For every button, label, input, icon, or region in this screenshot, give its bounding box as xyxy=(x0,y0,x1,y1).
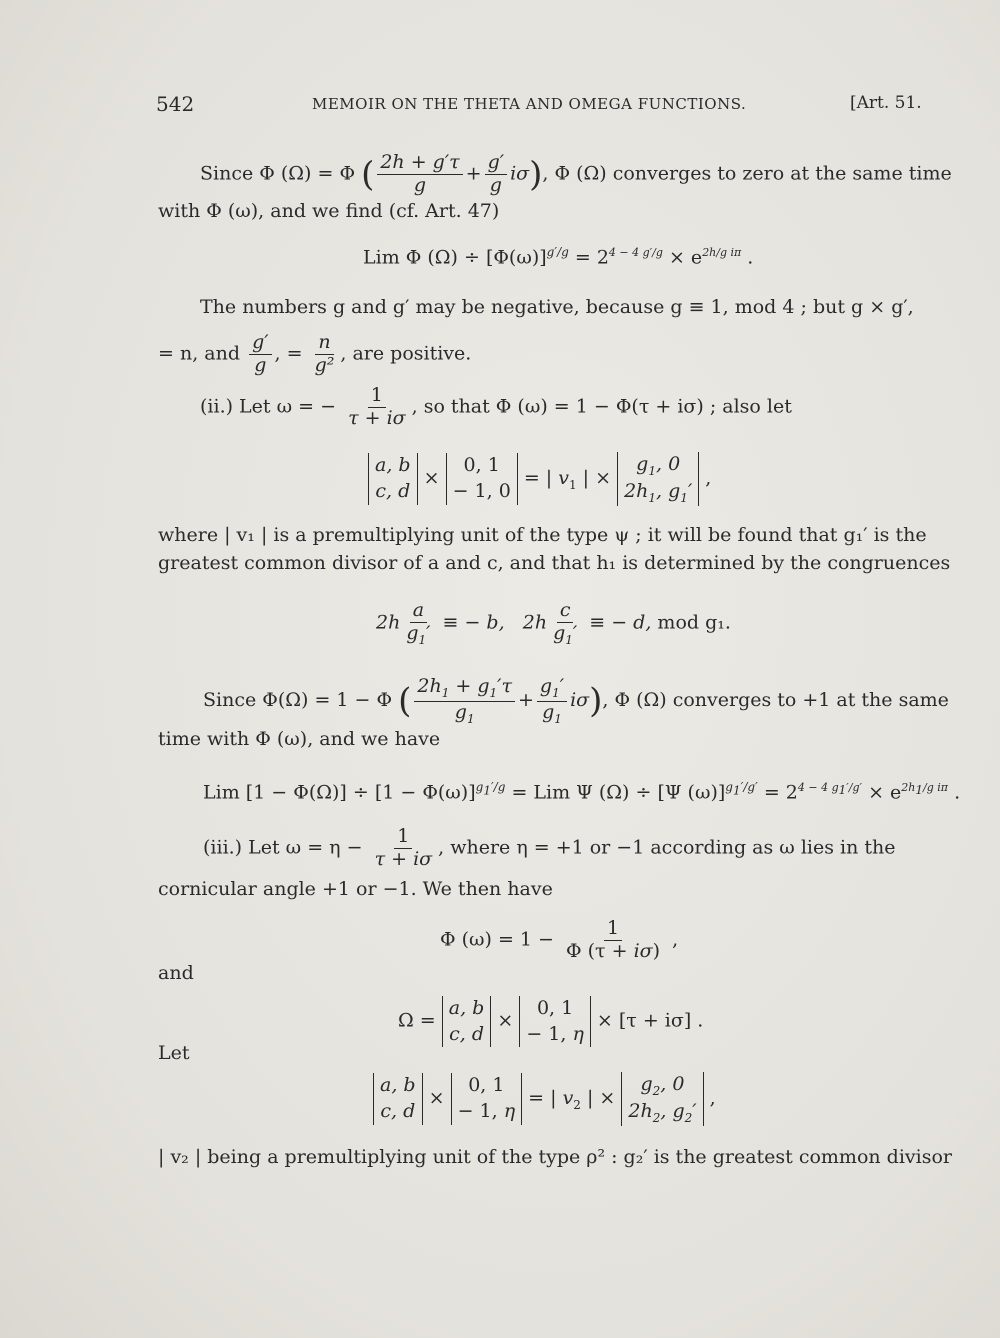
para-1-line-1: Since Φ (Ω) = Φ ( $\frac{2h + g'\tau}{g}$ + $\frac{g'}{g}$ iσ), Φ (Ω) converges to zero at the same time xyxy=(200,151,952,196)
determinant-equation-1: a, b c, d × 0, 1 − 1, 0 = | $v_1$ | × $g_1$, 0 $2h_1$, $g_1'$ , xyxy=(368,452,711,506)
p1-since: Since Φ (Ω) = Φ xyxy=(200,162,356,185)
p1-tail: , Φ (Ω) converges to zero at the same time xyxy=(542,162,952,185)
article-ref: [Art. 51. xyxy=(850,93,922,113)
para-1-line-2: with Φ (ω), and we find (cf. Art. 47) xyxy=(158,200,500,222)
para-6-line-1: (iii.) Let ω = η − $\frac{1}{\tau + i\sigma}$ , where η = +1 or −1 according as ω lies in the xyxy=(203,825,896,870)
equation-phi-omega: Φ (ω) = 1 − $\frac{1}{\Phi (\tau + i\sigma)}$ , xyxy=(440,917,679,962)
para-2-line-2: = n, and $\frac{g'}{g}$ , = $\frac{n}{\text{g²}}$ , are positive. xyxy=(158,331,472,376)
last-line: | v₂ | being a premultiplying unit of the type ρ² : g₂′ is the greatest common divisor xyxy=(158,1146,952,1168)
word-let: Let xyxy=(158,1042,190,1064)
para-6-line-2: cornicular angle +1 or −1. We then have xyxy=(158,878,553,900)
para-5-line-1: Since Φ(Ω) = 1 − Φ ( $\frac{2h_1 + g_1'\tau}{g_1}$ + $\frac{g_1'}{g_1}$ iσ), Φ (Ω) converges to +1 at the same xyxy=(203,675,949,726)
para-4-line-2: greatest common divisor of a and c, and that h₁ is determined by the congruences xyxy=(158,552,951,574)
para-5-line-2: time with Φ (ω), and we have xyxy=(158,728,441,750)
page-number: 542 xyxy=(156,92,195,116)
running-title: MEMOIR ON THE THETA AND OMEGA FUNCTIONS. xyxy=(312,95,747,113)
para-3: (ii.) Let ω = − $\frac{1}{\tau + i\sigma}$ , so that Φ (ω) = 1 − Φ(τ + iσ) ; also let xyxy=(200,384,792,429)
para-2-line-1: The numbers g and g′ may be negative, because g ≡ 1, mod 4 ; but g × g′, xyxy=(200,296,914,318)
determinant-equation-2: a, b c, d × 0, 1 − 1, η = | $v_2$ | × $g_2$, 0 $2h_2$, $g_2'$ , xyxy=(373,1072,716,1126)
para-4-line-1: where | v₁ | is a premultiplying unit of the type ψ ; it will be found that g₁′ is the xyxy=(158,524,927,546)
equation-lim-2: Lim $[1 - \Phi(\Omega)] \div [1 - \Phi(\omega)]^{g_1'/g}$ = Lim Ψ (Ω) ÷ [Ψ $(\omega)]^{g_1'/g'} = 2^{4 - 4 g_1'/g'} \times e^{2h_1/g i\pi}$ . xyxy=(203,780,961,804)
equation-lim-1: Lim Φ $(\Omega) \div [\Phi(\omega)]^{g'/g} = 2^{4 - 4 g'/g} \times e^{2h/g i\pi}$ . xyxy=(363,245,754,269)
word-and: and xyxy=(158,962,194,984)
equation-omega: Ω = a, b c, d × 0, 1 − 1, η × [τ + iσ] . xyxy=(398,996,703,1047)
congruences: 2h $\frac{a}{g_1'}$ ≡ − b, 2h $\frac{c}{g_1'}$ ≡ − d, mod g₁. xyxy=(376,599,731,647)
